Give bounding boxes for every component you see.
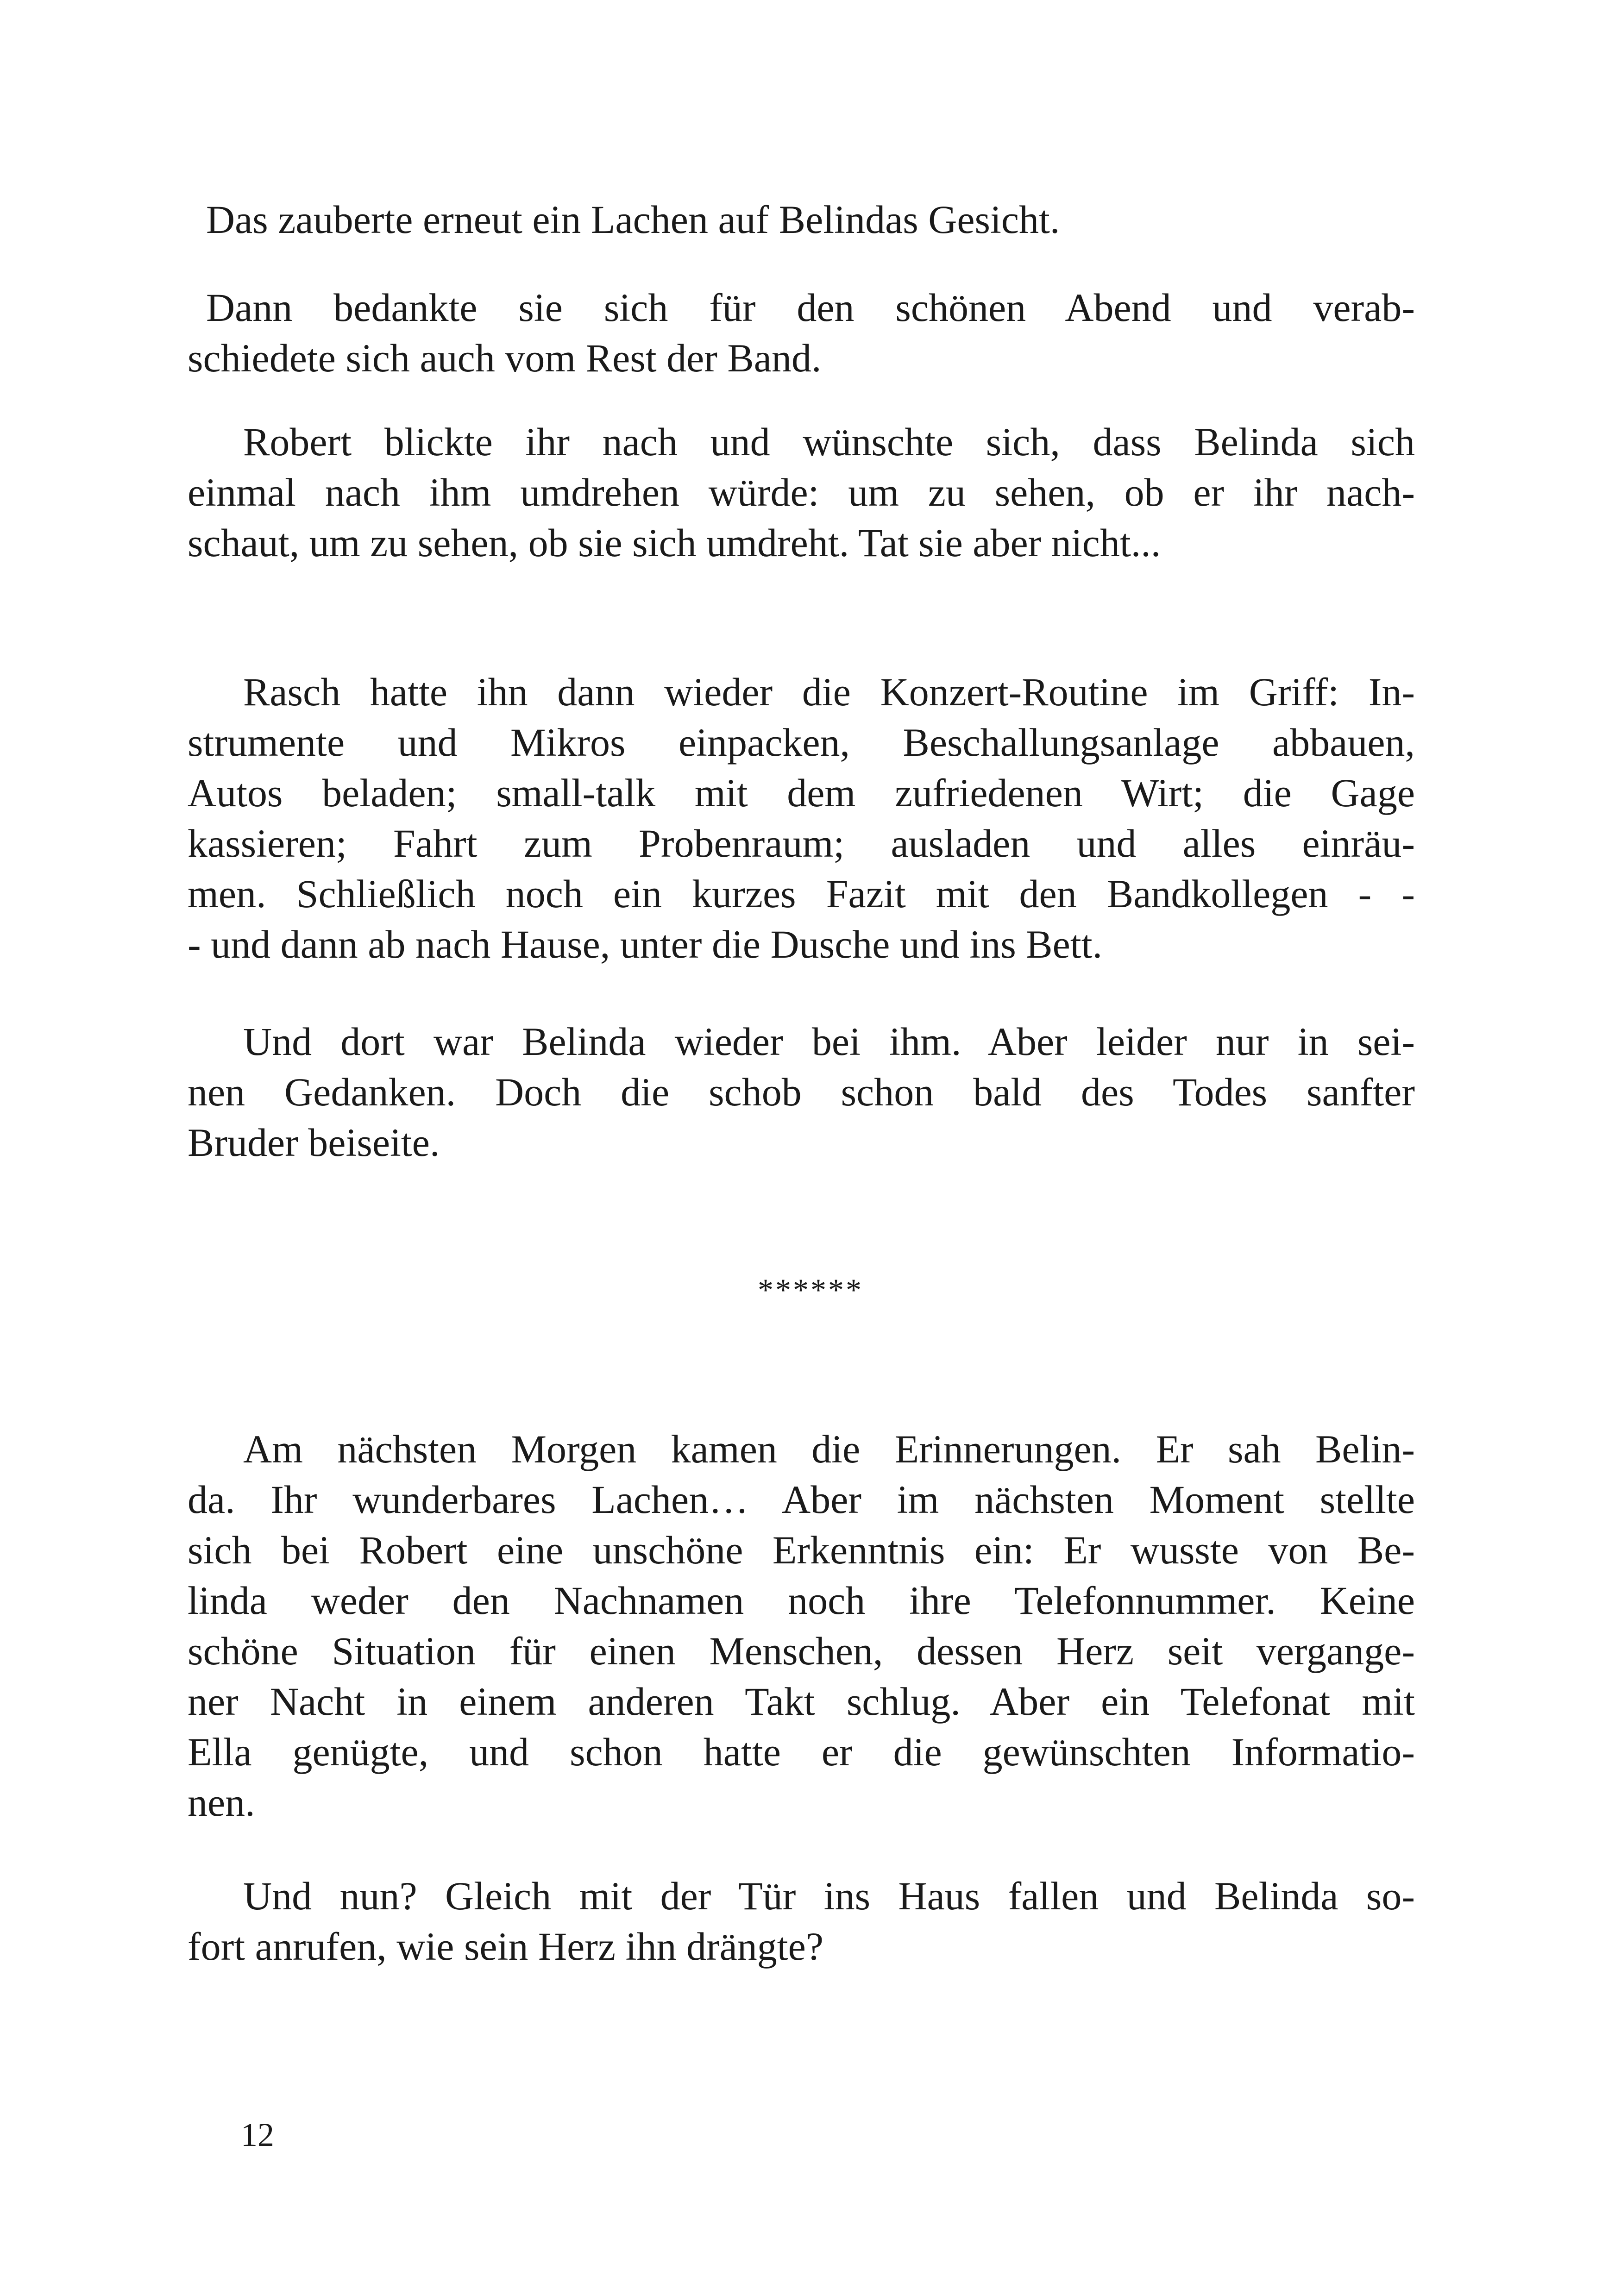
text-line: sich bei Robert eine unschöne Erkenntnis ein: Er wusste von Be-	[188, 1528, 1415, 1572]
text-line: Bruder beiseite.	[188, 1120, 440, 1165]
text-line: nen Gedanken. Doch die schob schon bald des Todes sanfter	[188, 1070, 1415, 1114]
text-line: Das zauberte erneut ein Lachen auf Belindas Gesicht.	[206, 197, 1060, 242]
text-line: Dann bedankte sie sich für den schönen Abend und verab-	[206, 285, 1415, 330]
text-line: schöne Situation für einen Menschen, dessen Herz seit vergange-	[188, 1629, 1415, 1673]
text-line: fort anrufen, wie sein Herz ihn drängte?	[188, 1924, 824, 1969]
scene-separator: ******	[758, 1272, 863, 1307]
paragraph	[188, 194, 1415, 245]
page-number: 12	[241, 2116, 274, 2153]
text-line: Ella genügte, und schon hatte er die gewünschten Informatio-	[188, 1730, 1415, 1774]
text-line: da. Ihr wunderbares Lachen… Aber im nächsten Moment stellte	[188, 1477, 1415, 1522]
paragraph	[188, 1016, 1415, 1168]
text-line: schaut, um zu sehen, ob sie sich umdreht. Tat sie aber nicht...	[188, 521, 1161, 565]
text-line: strumente und Mikros einpacken, Beschallungsanlage abbauen,	[188, 720, 1415, 765]
paragraph	[188, 1424, 1415, 1828]
text-line: Und nun? Gleich mit der Tür ins Haus fallen und Belinda so-	[243, 1874, 1415, 1918]
text-line: ner Nacht in einem anderen Takt schlug. Aber ein Telefonat mit	[188, 1679, 1415, 1724]
text-line: men. Schließlich noch ein kurzes Fazit mit den Bandkollegen - -	[188, 872, 1415, 916]
text-line: Autos beladen; small-talk mit dem zufriedenen Wirt; die Gage	[188, 771, 1415, 815]
text-line: kassieren; Fahrt zum Probenraum; ausladen und alles einräu-	[188, 821, 1415, 866]
text-line: einmal nach ihm umdrehen würde: um zu sehen, ob er ihr nach-	[188, 470, 1415, 514]
text-line: Rasch hatte ihn dann wieder die Konzert-Routine im Griff: In-	[243, 670, 1415, 714]
paragraph	[188, 667, 1415, 970]
text-line: Robert blickte ihr nach und wünschte sich, dass Belinda sich	[243, 420, 1415, 464]
paragraph	[188, 1871, 1415, 1972]
text-line: Am nächsten Morgen kamen die Erinnerungen. Er sah Belin-	[243, 1427, 1415, 1471]
paragraph	[188, 417, 1415, 568]
paragraph	[188, 282, 1415, 383]
text-line: - und dann ab nach Hause, unter die Dusche und ins Bett.	[188, 922, 1103, 966]
text-line: schiedete sich auch vom Rest der Band.	[188, 336, 822, 380]
text-line: nen.	[188, 1780, 255, 1825]
text-line: Und dort war Belinda wieder bei ihm. Aber leider nur in sei-	[243, 1019, 1415, 1064]
text-line: linda weder den Nachnamen noch ihre Telefonnummer. Keine	[188, 1578, 1415, 1623]
